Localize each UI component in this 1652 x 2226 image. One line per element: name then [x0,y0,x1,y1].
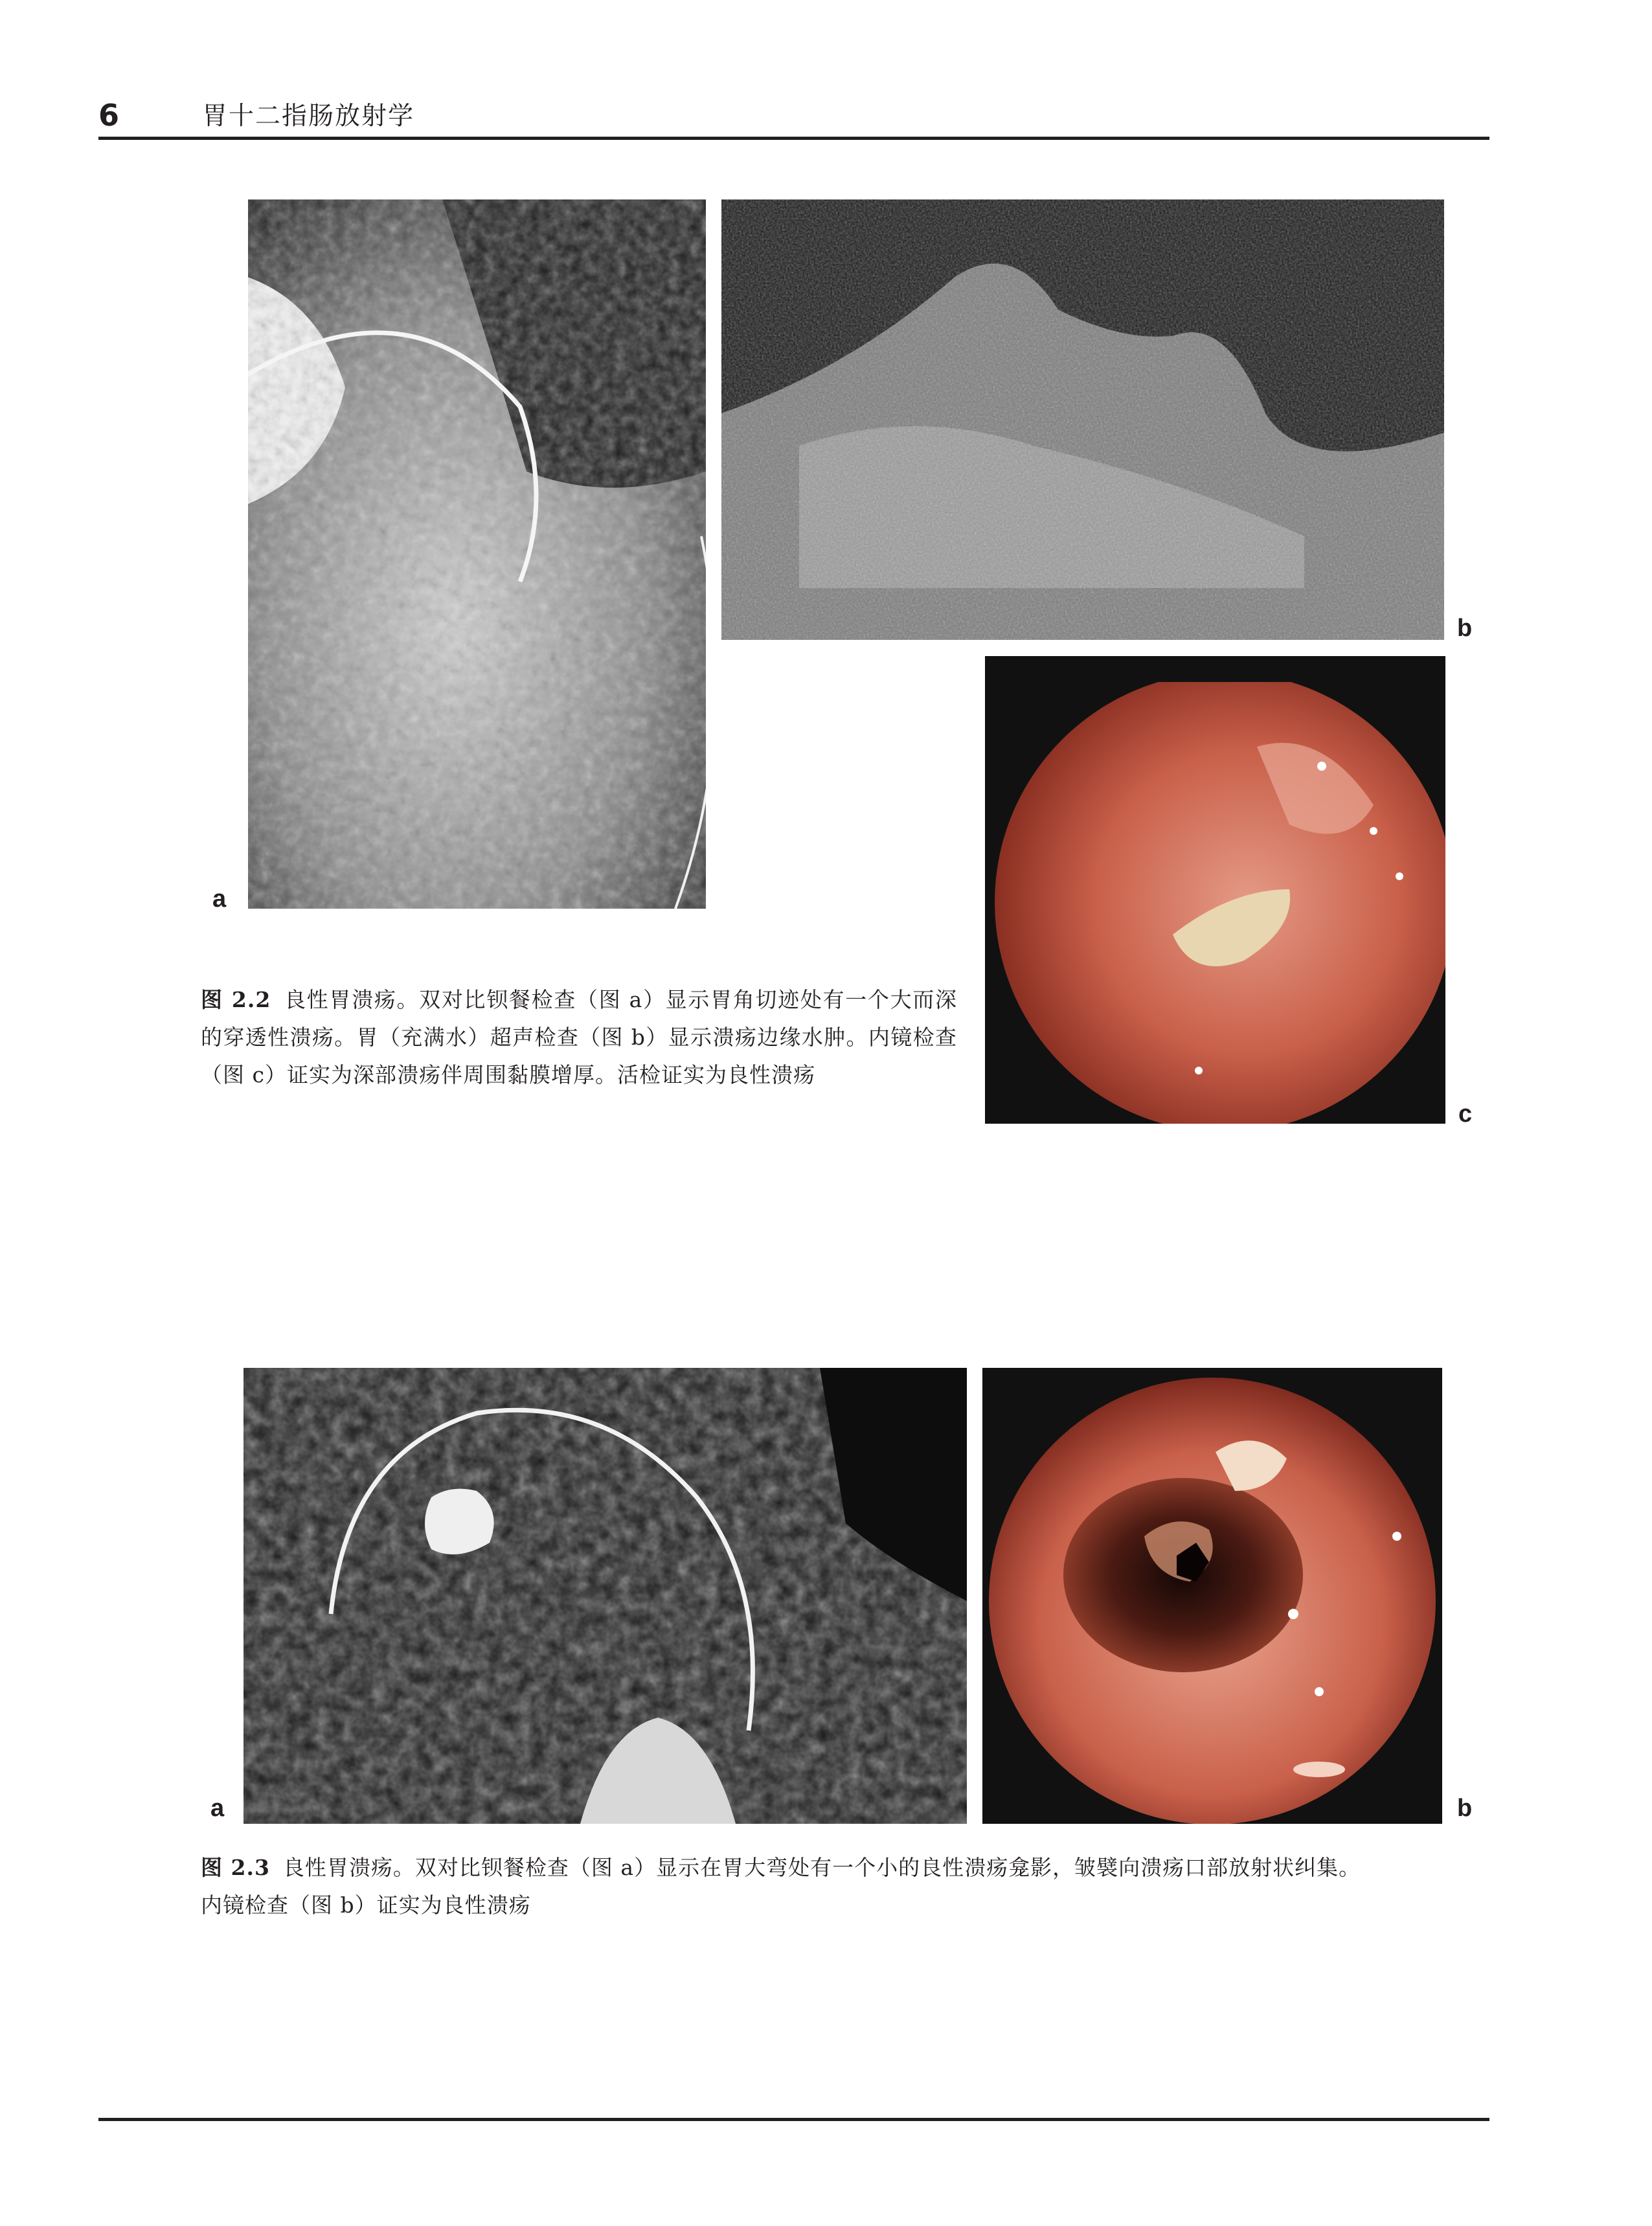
figure-2-2-panel-label-c: c [1458,1100,1473,1128]
figure-2-3-caption [201,1849,1502,1924]
footer-rule [98,2118,1489,2121]
running-title: 胃十二指肠放射学 [202,102,415,131]
header-rule [98,137,1489,140]
figure-2-3-panel-label-b: b [1457,1795,1473,1822]
figure-2-2-panel-label-b: b [1457,615,1473,642]
figure-2-2b-ultrasound-image [721,199,1444,640]
figure-2-3-caption-line-1: 良性胃溃疡。双对比钡餐检查（图 a）显示在胃大弯处有一个小的良性溃疡龛影，皱襞向溃疡口部放射状纠集。 [282,1855,1361,1880]
figure-2-2-number: 图 2.2 [201,987,271,1012]
figure-2-3a-barium-xray-image [243,1368,967,1824]
figure-2-3-panel-label-a: a [210,1795,225,1822]
page-number: 6 [98,98,120,133]
figure-2-2-caption [201,981,957,1094]
figure-2-2c-endoscopy-image [985,656,1445,1124]
figure-2-3-number: 图 2.3 [201,1855,270,1880]
figure-2-3-caption-line-2: 内镜检查（图 b）证实为良性溃疡 [201,1892,531,1918]
figure-2-3b-endoscopy-image [982,1368,1442,1824]
figure-2-2-caption-text: 良性胃溃疡。双对比钡餐检查（图 a）显示胃角切迹处有一个大而深的穿透性溃疡。胃（充满水）超声检查（图 b）显示溃疡边缘水肿。内镜检查（图 c）证实为深部溃疡伴周围黏膜增厚。活检证实为良性溃疡 [201,987,957,1087]
figure-2-2a-barium-xray-image [248,199,706,909]
figure-2-2-panel-label-a: a [212,885,227,913]
